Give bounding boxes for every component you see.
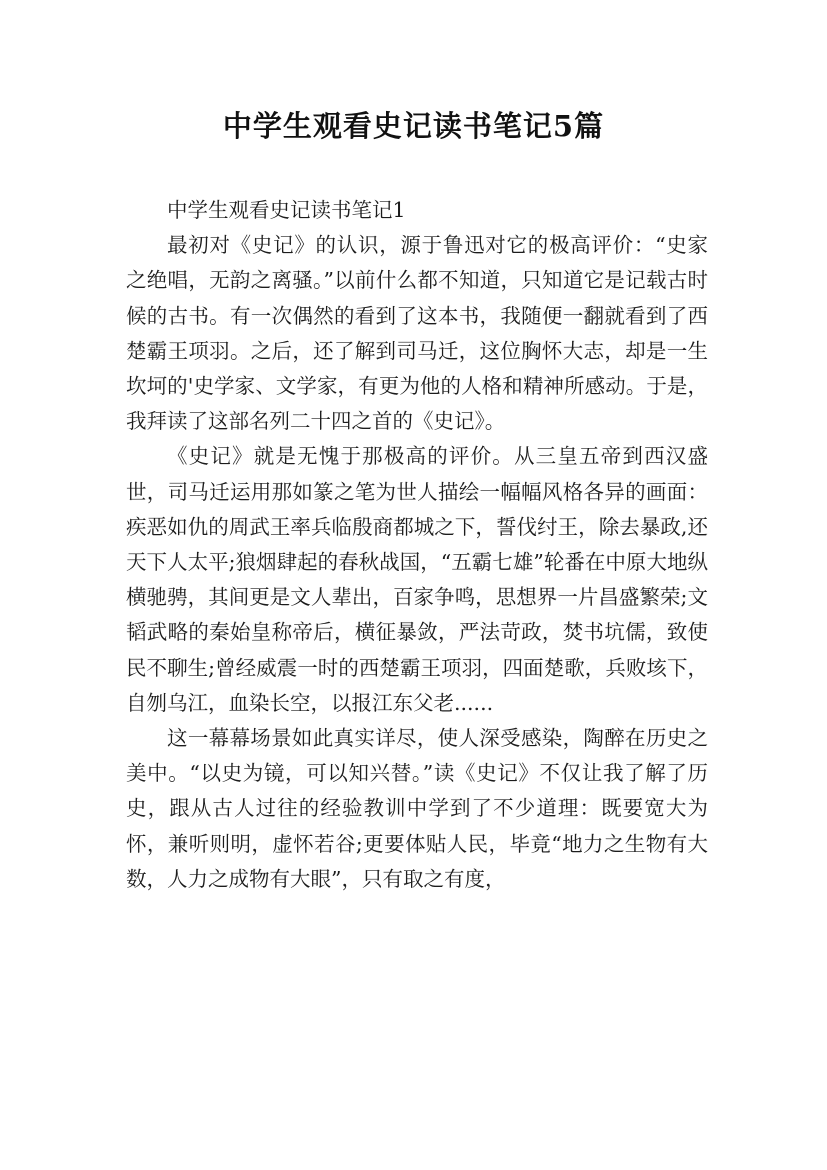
document-title: 中学生观看史记读书笔记5篇 (222, 109, 605, 143)
paragraph-3: 这一幕幕场景如此真实详尽，使人深受感染，陶醉在历史之美中。“以史为镜，可以知兴替。”读《史记》不仅让我了解了历史，跟从古人过往的经验教训中学到了不少道理：既要宽大为怀，兼听则明，虚怀若谷;更要体贴人民，毕竟“地力之生物有大数，人力之成物有大眼”，只有取之有度， (126, 726, 708, 891)
section-heading: 中学生观看史记读书笔记1 (167, 198, 406, 222)
paragraph-1: 最初对《史记》的认识，源于鲁迅对它的极高评价：“史家之绝唱，无韵之离骚。”以前什么都不知道，只知道它是记载古时候的古书。有一次偶然的看到了这本书，我随便一翻就看到了西楚霸王项羽。之后，还了解到司马迁，这位胸怀大志，却是一生坎坷的'史学家、文学家，有更为他的人格和精神所感动。于是，我拜读了这部名列二十四之首的《史记》。 (126, 233, 708, 434)
document-body (126, 193, 708, 897)
paragraph-2: 《史记》就是无愧于那极高的评价。从三皇五帝到西汉盛世，司马迁运用那如篆之笔为世人描绘一幅幅风格各异的画面：疾恶如仇的周武王率兵临殷商都城之下，誓伐纣王，除去暴政,还天下人太平;狼烟肆起的春秋战国，“五霸七雄”轮番在中原大地纵横驰骋，其间更是文人辈出，百家争鸣，思想界一片昌盛繁荣;文韬武略的秦始皇称帝后，横征暴敛，严法苛政，焚书坑儒，致使民不聊生;曾经威震一时的西楚霸王项羽，四面楚歌，兵败垓下，自刎乌江，血染长空，以报江东父老...... (126, 444, 708, 715)
